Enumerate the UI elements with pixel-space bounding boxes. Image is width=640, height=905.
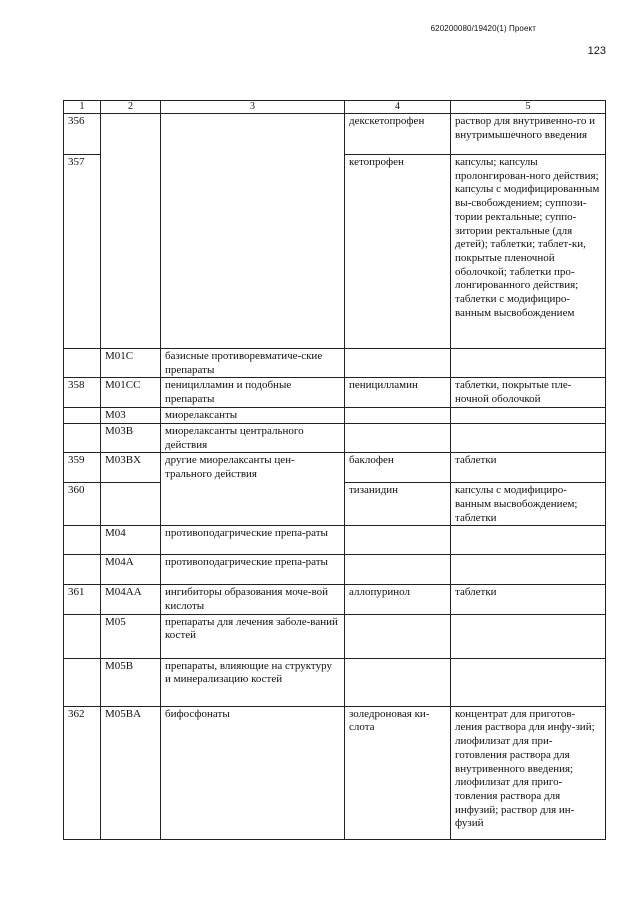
- table-row: [64, 407, 606, 423]
- dosage-form: капсулы; капсулы пролонгирован-ного действия; капсулы с модифицированным вы-свобождением; суппози-тории ректальные; суппо-зитории ректальные (для детей); таблетки; таблет-ки, покрытые пленочной оболочкой; таблетки про-лонгированного действия; таблетки с модифициро-ванным высвобождением: [451, 155, 606, 349]
- row-number: 362: [64, 706, 101, 839]
- table-row: [64, 658, 606, 706]
- drug-name: аллопуринол: [345, 585, 451, 614]
- dosage-form: [451, 555, 606, 585]
- drug-table: [63, 100, 606, 840]
- row-number: 357: [64, 155, 101, 349]
- column-header: 1: [64, 101, 101, 114]
- drug-name: [345, 614, 451, 658]
- group-name: бифосфонаты: [161, 706, 345, 839]
- drug-name: [345, 658, 451, 706]
- atc-code: M04AA: [101, 585, 161, 614]
- table-row: [64, 706, 606, 839]
- dosage-form: [451, 658, 606, 706]
- group-name: [161, 114, 345, 155]
- group-name: противоподагрические препа-раты: [161, 555, 345, 585]
- row-number: 360: [64, 483, 101, 526]
- group-name: препараты, влияющие на структуру и минерализацию костей: [161, 658, 345, 706]
- table-row: [64, 453, 606, 483]
- group-name: миорелаксанты: [161, 407, 345, 423]
- column-header: 5: [451, 101, 606, 114]
- atc-code: M03B: [101, 423, 161, 452]
- atc-code: [101, 483, 161, 526]
- row-number: 361: [64, 585, 101, 614]
- dosage-form: [451, 349, 606, 378]
- drug-name: пеницилламин: [345, 378, 451, 407]
- dosage-form: таблетки, покрытые пле-ночной оболочкой: [451, 378, 606, 407]
- drug-name: [345, 349, 451, 378]
- drug-name: [345, 555, 451, 585]
- atc-code: M01CC: [101, 378, 161, 407]
- group-name: миорелаксанты центрального действия: [161, 423, 345, 452]
- table-header-row: [64, 101, 606, 114]
- group-name: препараты для лечения заболе-ваний костей: [161, 614, 345, 658]
- atc-code: M05: [101, 614, 161, 658]
- dosage-form: таблетки: [451, 453, 606, 483]
- table-row: [64, 526, 606, 555]
- row-number: [64, 555, 101, 585]
- document-code: 620200080/19420(1) Проект: [430, 24, 536, 33]
- table-row: [64, 585, 606, 614]
- group-name: противоподагрические препа-раты: [161, 526, 345, 555]
- group-name: пеницилламин и подобные препараты: [161, 378, 345, 407]
- dosage-form: концентрат для приготов-ления раствора для инфу-зий; лиофилизат для при-готовления раствора для внутривенного введения; лиофилизат для приго-товления раствора для инфузий; раствор для ин-фузий: [451, 706, 606, 839]
- column-header: 4: [345, 101, 451, 114]
- group-name: [161, 483, 345, 526]
- column-header: 3: [161, 101, 345, 114]
- row-number: 356: [64, 114, 101, 155]
- atc-code: M01C: [101, 349, 161, 378]
- row-number: 358: [64, 378, 101, 407]
- table-row: [64, 114, 606, 155]
- table-row: [64, 555, 606, 585]
- row-number: [64, 349, 101, 378]
- drug-name: золедроновая ки-слота: [345, 706, 451, 839]
- dosage-form: [451, 423, 606, 452]
- group-name: ингибиторы образования моче-вой кислоты: [161, 585, 345, 614]
- table-row: [64, 483, 606, 526]
- table-row: [64, 423, 606, 452]
- row-number: [64, 614, 101, 658]
- drug-name: [345, 526, 451, 555]
- row-number: 359: [64, 453, 101, 483]
- drug-name: [345, 423, 451, 452]
- group-name: другие миорелаксанты цен-трального действия: [161, 453, 345, 483]
- dosage-form: таблетки: [451, 585, 606, 614]
- dosage-form: [451, 407, 606, 423]
- atc-code: [101, 155, 161, 349]
- atc-code: M04: [101, 526, 161, 555]
- drug-name: декскетопрофен: [345, 114, 451, 155]
- table-row: [64, 614, 606, 658]
- row-number: [64, 658, 101, 706]
- row-number: [64, 407, 101, 423]
- dosage-form: раствор для внутривенно-го и внутримышечного введения: [451, 114, 606, 155]
- drug-name: кетопрофен: [345, 155, 451, 349]
- table-row: [64, 349, 606, 378]
- atc-code: M05BA: [101, 706, 161, 839]
- table-row: [64, 155, 606, 349]
- group-name: [161, 155, 345, 349]
- atc-code: M03: [101, 407, 161, 423]
- atc-code: M04A: [101, 555, 161, 585]
- atc-code: M03BX: [101, 453, 161, 483]
- dosage-form: [451, 614, 606, 658]
- row-number: [64, 423, 101, 452]
- atc-code: [101, 114, 161, 155]
- page-number: 123: [587, 45, 606, 57]
- group-name: базисные противоревматиче-ские препараты: [161, 349, 345, 378]
- atc-code: M05B: [101, 658, 161, 706]
- table-row: [64, 378, 606, 407]
- column-header: 2: [101, 101, 161, 114]
- drug-name: тизанидин: [345, 483, 451, 526]
- drug-name: [345, 407, 451, 423]
- drug-name: баклофен: [345, 453, 451, 483]
- dosage-form: капсулы с модифициро-ванным высвобождением; таблетки: [451, 483, 606, 526]
- dosage-form: [451, 526, 606, 555]
- row-number: [64, 526, 101, 555]
